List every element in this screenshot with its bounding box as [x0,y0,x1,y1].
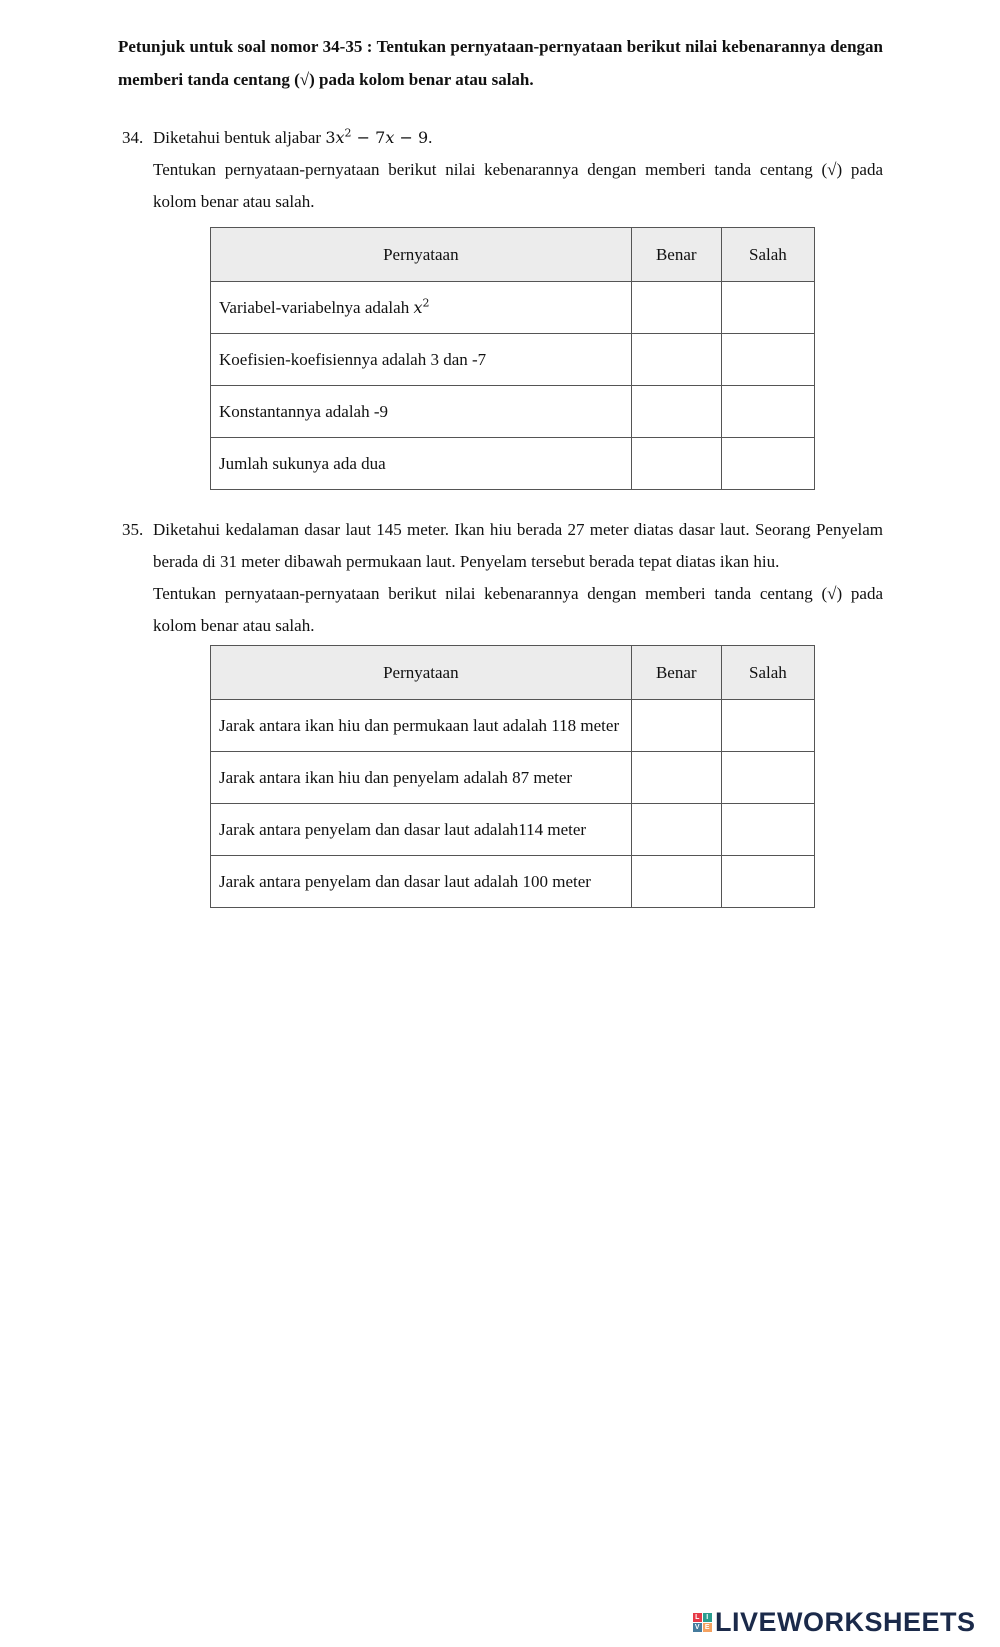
logo-letter: V [694,1624,701,1631]
table-row [211,856,815,908]
table-header-row [211,646,815,700]
question-34-intro: Diketahui bentuk aljabar $3x^2 - 7x - 9$. [153,126,433,147]
logo-letter: L [693,1613,702,1622]
statement-cell: Jarak antara penyelam dan dasar laut adalah 100 meter [211,856,632,908]
question-35-task: Tentukan pernyataan-pernyataan berikut nilai kebenarannya dengan memberi tanda centang (√) pada kolom benar atau salah. [153,584,883,635]
header-benar: Benar [631,228,721,282]
salah-checkbox-cell[interactable] [721,438,814,490]
liveworksheets-logo [693,1607,976,1638]
table-row [211,386,815,438]
logo-text: LIVEWORKSHEETS [715,1607,976,1637]
salah-checkbox-cell[interactable] [721,804,814,856]
salah-checkbox-cell[interactable] [721,752,814,804]
salah-checkbox-cell[interactable] [721,282,814,334]
table-row [211,752,815,804]
benar-checkbox-cell[interactable] [631,438,721,490]
statement-cell: Koefisien-koefisiennya adalah 3 dan -7 [211,334,632,386]
table-row [211,804,815,856]
statement-cell: Konstantannya adalah -9 [211,386,632,438]
question-35-text: Diketahui kedalaman dasar laut 145 meter. Ikan hiu berada 27 meter diatas dasar laut. Seorang Penyelam berada di 31 meter dibawah permukaan laut. Penyelam tersebut berada tepat diatas ikan hiu. [153,520,883,571]
table-row [211,700,815,752]
statement-cell: Jarak antara penyelam dan dasar laut adalah114 meter [211,804,632,856]
benar-checkbox-cell[interactable] [631,282,721,334]
question-34-number: 34. [122,128,144,147]
question-34-table [210,227,815,490]
salah-checkbox-cell[interactable] [721,856,814,908]
benar-checkbox-cell[interactable] [631,856,721,908]
header-benar: Benar [631,646,721,700]
benar-checkbox-cell[interactable] [631,386,721,438]
benar-checkbox-cell[interactable] [631,752,721,804]
header-pernyataan: Pernyataan [211,646,632,700]
logo-icon [693,1613,712,1632]
benar-checkbox-cell[interactable] [631,334,721,386]
salah-checkbox-cell[interactable] [721,386,814,438]
question-35-table [210,645,815,908]
salah-checkbox-cell[interactable] [721,700,814,752]
statement-cell: Jarak antara ikan hiu dan penyelam adalah 87 meter [211,752,632,804]
question-34-intro-text: Diketahui bentuk aljabar [153,128,322,147]
benar-checkbox-cell[interactable] [631,804,721,856]
table-header-row [211,228,815,282]
question-34-task: Tentukan pernyataan-pernyataan berikut nilai kebenarannya dengan memberi tanda centang (√) pada kolom benar atau salah. [153,160,883,211]
table-row [211,438,815,490]
question-34-body [153,122,883,218]
logo-letter: E [704,1624,711,1631]
statement-cell: Jumlah sukunya ada dua [211,438,632,490]
logo-letter: I [703,1613,712,1622]
table-row [211,282,815,334]
benar-checkbox-cell[interactable] [631,700,721,752]
header-pernyataan: Pernyataan [211,228,632,282]
instruction-text: Petunjuk untuk soal nomor 34-35 : Tentukan pernyataan-pernyataan berikut nilai kebenarannya dengan memberi tanda centang (√) pada kolom benar atau salah. [118,37,883,89]
question-35-body [153,514,883,642]
statement-cell: Jarak antara ikan hiu dan permukaan laut adalah 118 meter [211,700,632,752]
header-salah: Salah [721,228,814,282]
statement-cell: Variabel-variabelnya adalah $x^2$ [211,282,632,334]
salah-checkbox-cell[interactable] [721,334,814,386]
header-salah: Salah [721,646,814,700]
question-35-number: 35. [122,520,144,539]
table-row [211,334,815,386]
algebraic-expression: $3x^2 - 7x - 9$ [325,126,429,147]
